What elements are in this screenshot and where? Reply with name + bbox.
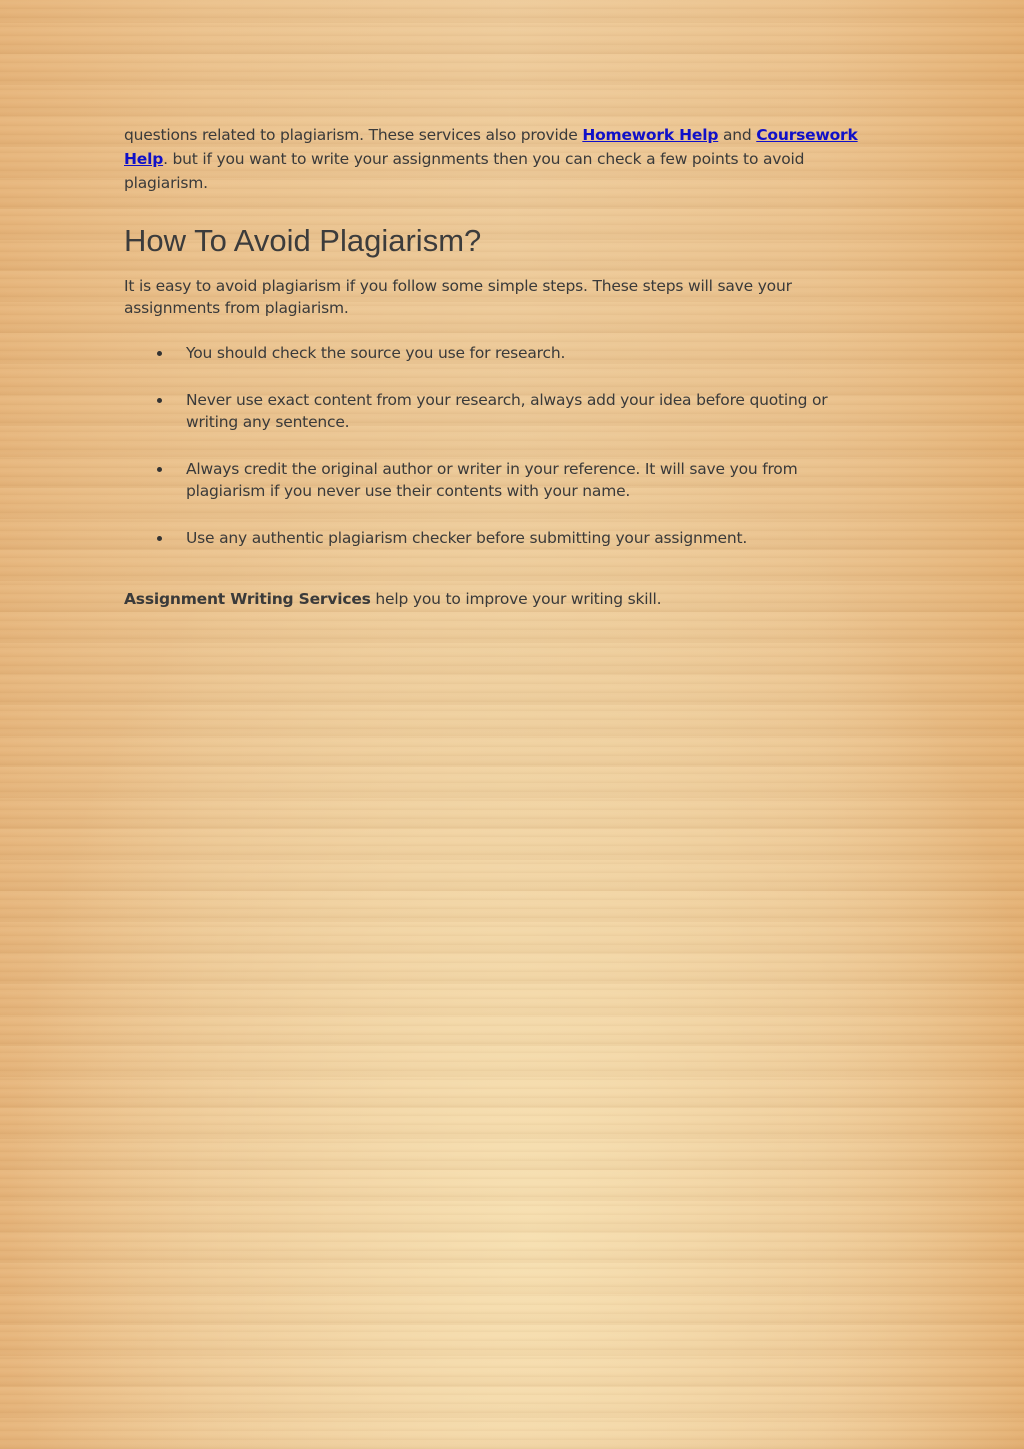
list-item — [124, 342, 869, 364]
list-item-text: Never use exact content from your research, always add your idea before quoting or writing any sentence. — [186, 391, 828, 431]
list-item-text: Use any authentic plagiarism checker before submitting your assignment. — [186, 529, 748, 547]
intro-text-start: questions related to plagiarism. These services also provide — [124, 126, 583, 144]
intro-paragraph — [124, 123, 869, 195]
list-item-text: Always credit the original author or writer in your reference. It will save you from plagiarism if you never use their contents with your name. — [186, 460, 798, 500]
coursework-help-link[interactable]: Coursework Help — [124, 126, 858, 168]
tips-list — [124, 342, 869, 549]
bullet-icon — [157, 351, 162, 356]
list-item-text: You should check the source you use for research. — [186, 344, 566, 362]
list-item — [124, 389, 869, 433]
closing-text: help you to improve your writing skill. — [370, 590, 662, 608]
bullet-icon — [157, 536, 162, 541]
list-item — [124, 527, 869, 549]
intro-text-and: and — [718, 126, 757, 144]
lead-paragraph: It is easy to avoid plagiarism if you follow some simple steps. These steps will save your assignments from plagiarism. — [124, 277, 792, 317]
bullet-icon — [157, 467, 162, 472]
section-heading: How To Avoid Plagiarism? — [124, 223, 482, 258]
homework-help-link[interactable]: Homework Help — [582, 126, 719, 144]
list-item — [124, 458, 869, 502]
closing-paragraph — [124, 587, 869, 611]
assignment-writing-services-label: Assignment Writing Services — [124, 590, 371, 608]
bullet-icon — [157, 398, 162, 403]
intro-text-end: . but if you want to write your assignments then you can check a few points to avoid plagiarism. — [124, 150, 805, 192]
document-content — [124, 123, 869, 611]
